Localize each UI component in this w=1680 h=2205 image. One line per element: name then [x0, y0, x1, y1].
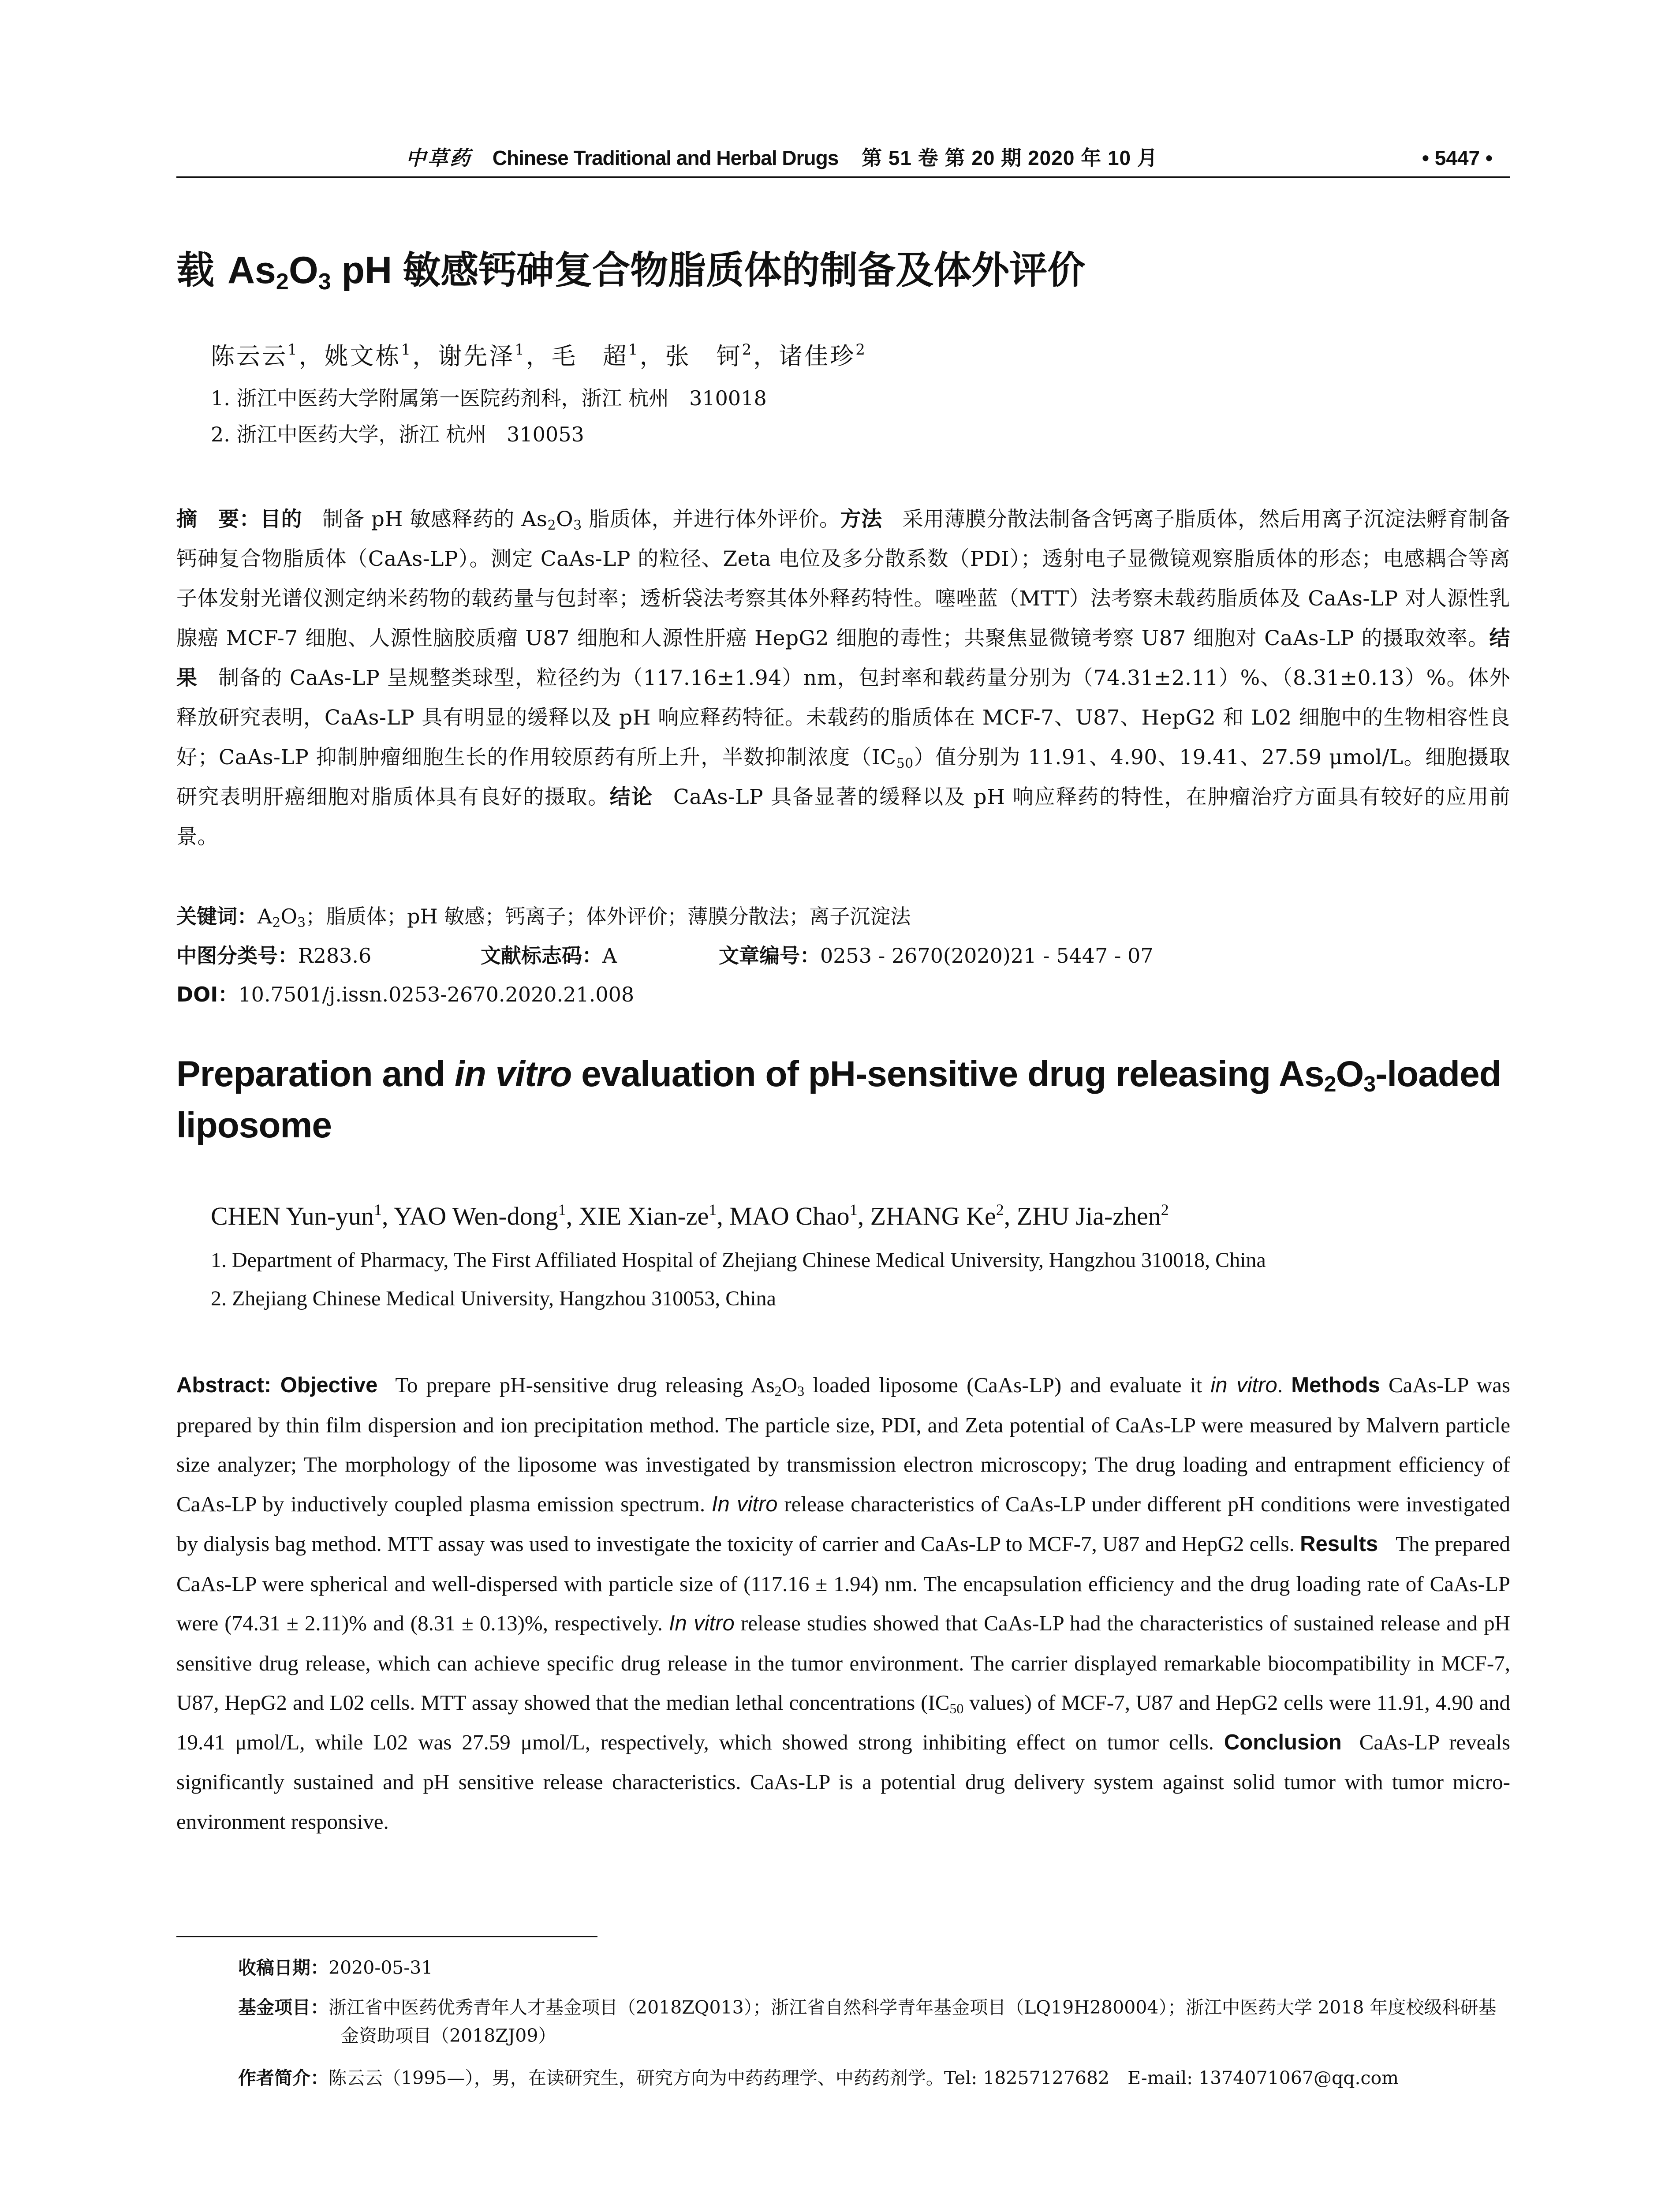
methods-label-en: Methods [1291, 1373, 1380, 1397]
title-cn-ph: pH [331, 249, 403, 292]
running-header [176, 140, 1510, 176]
abstract-en-label: Abstract: [176, 1373, 280, 1397]
author-cn: 陈云云$^1$ [211, 341, 299, 370]
journal-name-en: Chinese Traditional and Herbal Drugs [492, 146, 839, 169]
doc-code-label: 文献标志码： [481, 944, 602, 968]
fund-text: 浙江省中医药优秀青年人才基金项目（2018ZQ013）；浙江省自然科学青年基金项目（LQ19H280004）；浙江中医药大学 2018 年度校级科研基金资助项目（2018ZJ09） [329, 1997, 1497, 2046]
keywords-cn: 关键词：$A_2O_3$；脂质体；pH 敏感；钙离子；体外评价；薄膜分散法；离子沉淀法 [176, 904, 911, 931]
fund-label: 基金项目： [238, 1997, 329, 2018]
title-cn-sub2: 3 [318, 269, 331, 295]
author-cn: 张 钶$^2$ [665, 341, 754, 370]
title-cn-formula [227, 249, 403, 295]
footnote-received [238, 1954, 1510, 1982]
doc-code-value: A [602, 944, 617, 968]
keywords-label: 关键词： [176, 904, 258, 928]
title-cn-as: As [227, 249, 276, 292]
doi-line [176, 977, 1510, 1012]
conclusion-label-cn: 结论 [609, 785, 653, 809]
clc-label: 中图分类号： [176, 944, 298, 968]
running-header-left [406, 140, 1158, 176]
volume-issue: 第 51 卷 第 20 期 2020 年 10 月 [862, 146, 1158, 169]
footnote-author [238, 2064, 1510, 2092]
title-en: Preparation and in vitro evaluation of pH-sensitive drug releasing $As_2O_3$-loaded liposome [176, 1054, 1501, 1145]
title-cn [176, 242, 1499, 299]
author-cn: 姚文栋$^1$ [324, 341, 413, 370]
affiliation-cn-2: 2. 浙江中医药大学，浙江 杭州 310053 [211, 422, 584, 446]
abstract-cn-label: 摘 要： [176, 507, 261, 531]
results-label-en: Results [1300, 1532, 1378, 1556]
abstract-en: Abstract: Objective To prepare pH-sensitive drug releasing $As_2O_3$ loaded liposome (CaAs-LP) and evaluate it in vitro. Methods CaAs-LP was prepared by thin film dispersion and ion precipitation method. The particle size, PDI, and Zeta potential of CaAs-LP were measured by Malvern particle size analyzer; The morphology of the liposome was investigated by transmission electron microscopy; The drug loading and entrapment efficiency of CaAs-LP by inductively coupled plasma emission spectrum. In vitro release characteristics of CaAs-LP under different pH conditions were investigated by dialysis bag method. MTT assay was used to investigate the toxicity of carrier and CaAs-LP to MCF-7, U87 and HepG2 cells. Results The prepared CaAs-LP were spherical and well-dispersed with particle size of (117.16 ± 1.94) nm. The encapsulation efficiency and the drug loading rate of CaAs-LP were (74.31 ± 2.11)% and (8.31 ± 0.13)%, respectively. In vitro release studies showed that CaAs-LP had the characteristics of sustained release and pH sensitive drug release, which can achieve specific drug release in the tumor environment. The carrier displayed remarkable biocompatibility in MCF-7, U87, HepG2 and L02 cells. MTT assay showed that the median lethal concentrations ($IC_{50}$ values) of MCF-7, U87 and HepG2 cells were 11.91, 4.90 and 19.41 μmol/L, while L02 was 27.59 μmol/L, respectively, which showed strong inhibiting effect on tumor cells. Conclusion CaAs-LP reveals significantly sustained and pH sensitive release characteristics. CaAs-LP is a potential drug delivery system against solid tumor with tumor micro-environment responsive. [176, 1373, 1511, 1834]
doi-value: 10.7501/j.issn.0253-2670.2020.21.008 [238, 983, 635, 1006]
conclusion-label-en: Conclusion [1224, 1730, 1342, 1754]
author-bio-text: 陈云云（1995—），男，在读研究生，研究方向为中药药理学、中药药剂学。Tel: 18257127682 E-mail: 1374071067@qq.com [329, 2067, 1399, 2089]
author-cn: 谢先泽$^1$ [438, 341, 526, 370]
journal-name-cn: 中草药 [406, 146, 472, 170]
objective-label-en: Objective [280, 1373, 378, 1397]
authors-cn: 陈云云$^1$，姚文栋$^1$，谢先泽$^1$，毛 超$^1$，张 钶$^2$，诸佳珍$^2$ [211, 341, 867, 370]
footnote-rule [176, 1936, 597, 1937]
affiliation-en-1: 1. Department of Pharmacy, The First Affiliated Hospital of Zhejiang Chinese Medical University, Hangzhou 310018, China [211, 1248, 1266, 1272]
classification-line [176, 938, 1510, 973]
author-en: XIE Xian-$ze^1$ [579, 1201, 717, 1230]
author-en: ZHANG Ke$^2$ [870, 1201, 1004, 1230]
author-en: MAO Chao$^1$ [729, 1201, 858, 1230]
author-en: CHEN Yun-yun$^1$ [211, 1201, 382, 1230]
page-number: • 5447 • [1422, 146, 1493, 169]
abstract-cn: 摘 要：目的 制备 pH 敏感释药的 $As_2O_3$ 脂质体，并进行体外评价。方法 采用薄膜分散法制备含钙离子脂质体，然后用离子沉淀法孵育制备钙砷复合物脂质体（CaAs-LP）。测定 CaAs-LP 的粒径、Zeta 电位及多分散系数（PDI）；透射电子显微镜观察脂质体的形态；电感耦合等离子体发射光谱仪测定纳米药物的载药量与包封率；透析袋法考察其体外释药特性。噻唑蓝（MTT）法考察未载药脂质体及 CaAs-LP 对人源性乳腺癌 MCF-7 细胞、人源性脑胶质瘤 U87 细胞和人源性肝癌 HepG2 细胞的毒性；共聚焦显微镜考察 U87 细胞对 CaAs-LP 的摄取效率。结果 制备的 CaAs-LP 呈规整类球型，粒径约为（117.16±1.94）nm，包封率和载药量分别为（74.31±2.11）%、（8.31±0.13）%。体外释放研究表明，CaAs-LP 具有明显的缓释以及 pH 响应释药特征。未载药的脂质体在 MCF-7、U87、HepG2 和 L02 细胞中的生物相容性良好；CaAs-LP 抑制肿瘤细胞生长的作用较原药有所上升，半数抑制浓度$(IC_{50})$值分别为 11.91、4.90、19.41、27.59 μmol/L。细胞摄取研究表明肝癌细胞对脂质体具有良好的摄取。结论 CaAs-LP 具备显著的缓释以及 pH 响应释药的特性，在肿瘤治疗方面具有较好的应用前景。 [176, 507, 1511, 849]
authors-en: CHEN Yun-yun$^1$, YAO Wen-dong$^1$, XIE Xian-$ze^1$, MAO Chao$^1$, ZHANG Ke$^2$, ZHU Jia-zhen$^2$ [211, 1201, 1169, 1230]
author-en: ZHU Jia-zhen$^2$ [1016, 1201, 1169, 1230]
received-label: 收稿日期： [238, 1957, 329, 1978]
affiliation-en-2: 2. Zhejiang Chinese Medical University, Hangzhou 310053, China [211, 1287, 776, 1310]
title-cn-sub1: 2 [276, 269, 289, 295]
footnote-fund [238, 1993, 1510, 2050]
author-cn: 诸佳珍$^2$ [779, 341, 867, 370]
author-cn: 毛 超$^1$ [551, 341, 640, 370]
article-no-value: 0253 - 2670(2020)21 - 5447 - 07 [820, 944, 1154, 968]
results-label-cn: 结果 [176, 626, 1510, 690]
affiliation-cn-1: 1. 浙江中医药大学附属第一医院药剂科，浙江 杭州 310018 [211, 386, 767, 410]
article-no-label: 文章编号： [719, 944, 820, 968]
header-rule [176, 176, 1510, 178]
received-date: 2020-05-31 [329, 1957, 433, 1978]
title-cn-o: O [288, 249, 318, 292]
author-bio-label: 作者简介： [238, 2067, 329, 2089]
title-cn-rest: 敏感钙砷复合物脂质体的制备及体外评价 [403, 248, 1086, 292]
objective-label-cn: 目的 [260, 507, 302, 531]
title-cn-prefix: 载 [176, 248, 228, 292]
methods-label-cn: 方法 [840, 507, 882, 531]
doi-label: DOI： [176, 983, 239, 1006]
clc-value: R283.6 [298, 944, 372, 968]
author-en: YAO Wen-dong$^1$ [393, 1201, 566, 1230]
